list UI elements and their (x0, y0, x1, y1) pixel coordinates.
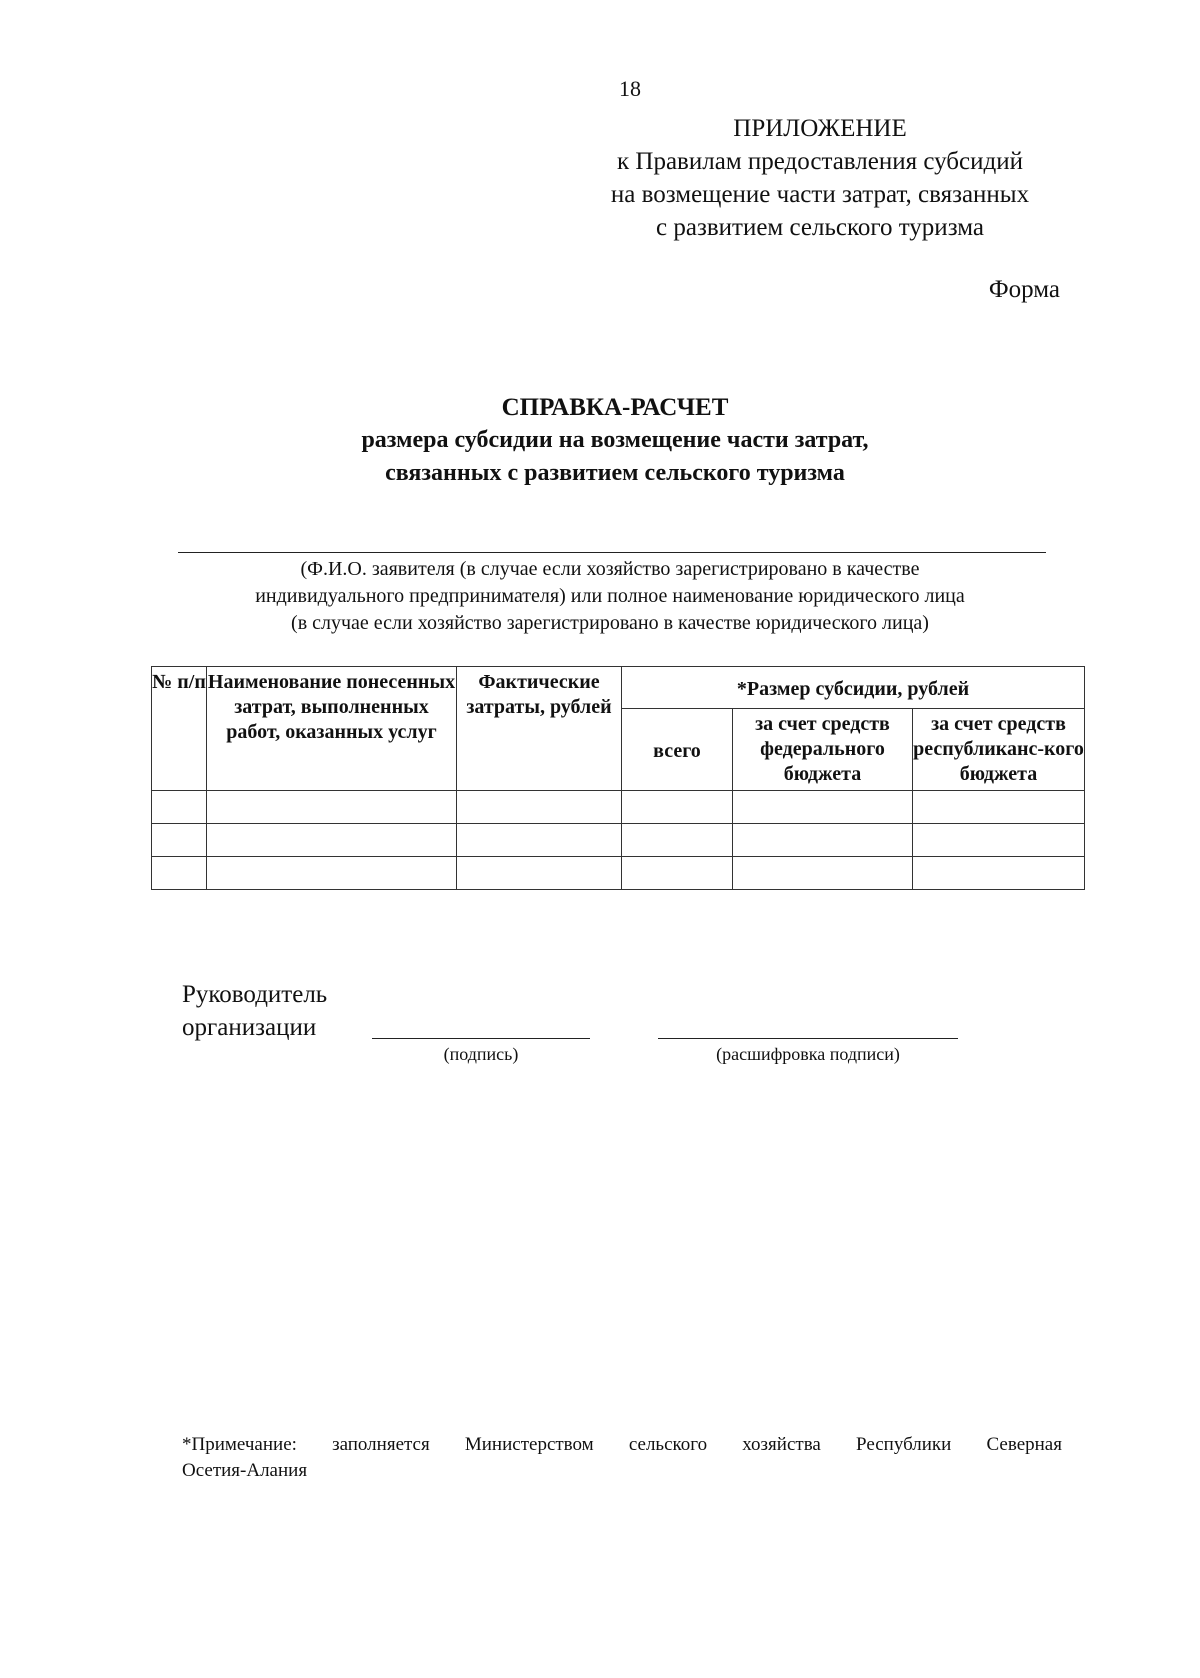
footnote-word: сельского (628, 1434, 708, 1455)
table-cell[interactable] (913, 824, 1085, 857)
table-cell[interactable] (913, 791, 1085, 824)
applicant-caption (160, 556, 1060, 637)
table-cell[interactable] (207, 857, 457, 890)
footnote-word: *Примечание: (182, 1434, 297, 1455)
table-body (152, 791, 1085, 890)
footnote-word: заполняется (332, 1434, 430, 1455)
appendix-line: на возмещение части затрат, связанных (610, 181, 1030, 208)
table-cell[interactable] (152, 824, 207, 857)
applicant-caption-line: (Ф.И.О. заявителя (в случае если хозяйство зарегистрировано в качестве (300, 558, 920, 580)
table-row (152, 791, 1085, 824)
document-title-line: размера субсидии на возмещение части затрат, (361, 427, 869, 453)
appendix-line: к Правилам предоставления субсидий (617, 148, 1023, 175)
table-cell[interactable] (913, 857, 1085, 890)
applicant-caption-line: (в случае если хозяйство зарегистрировано в качестве юридического лица) (291, 612, 929, 634)
table-cell[interactable] (457, 857, 622, 890)
signature-field[interactable] (372, 1038, 590, 1039)
column-header-expense-name: Наименование понесенных затрат, выполненных работ, оказанных услуг (207, 667, 457, 791)
table-cell[interactable] (152, 857, 207, 890)
table-cell[interactable] (733, 824, 913, 857)
table-cell[interactable] (733, 857, 913, 890)
applicant-caption-line: индивидуального предпринимателя) или полное наименование юридического лица (255, 585, 965, 607)
appendix-line: с развитием сельского туризма (656, 214, 984, 241)
signature-decode-caption: (расшифровка подписи) (716, 1044, 900, 1064)
signature-decode-field[interactable] (658, 1038, 958, 1039)
table-row (152, 824, 1085, 857)
table-cell[interactable] (622, 791, 733, 824)
footnote (182, 1432, 1062, 1484)
signatory-title-line: Руководитель (182, 981, 328, 1008)
table-cell[interactable] (207, 824, 457, 857)
footnote-word: Северная (986, 1434, 1062, 1455)
column-header-total: всего (622, 709, 733, 791)
column-header-subsidy-group: *Размер субсидии, рублей (622, 667, 1085, 709)
form-label: Форма (988, 276, 1060, 303)
appendix-title: ПРИЛОЖЕНИЕ (733, 115, 907, 142)
document-title-main: СПРАВКА-РАСЧЕТ (501, 394, 729, 421)
column-header-federal: за счет средств федерального бюджета (733, 709, 913, 791)
document-title (150, 392, 1080, 490)
applicant-name-field[interactable] (178, 552, 1046, 553)
calculation-table (151, 666, 1085, 890)
table-cell[interactable] (622, 857, 733, 890)
table-cell[interactable] (457, 824, 622, 857)
column-header-republic: за счет средств республиканс-кого бюджета (913, 709, 1085, 791)
document-title-line: связанных с развитием сельского туризма (385, 460, 845, 486)
appendix-header (560, 112, 1080, 244)
page-number: 18 (619, 76, 641, 101)
table-cell[interactable] (457, 791, 622, 824)
footnote-word: хозяйства (742, 1434, 821, 1455)
signature-caption: (подпись) (443, 1044, 519, 1064)
footnote-line: Осетия-Алания (182, 1460, 308, 1481)
table-cell[interactable] (622, 824, 733, 857)
signatory-title (182, 978, 327, 1044)
table-cell[interactable] (152, 791, 207, 824)
table-cell[interactable] (207, 791, 457, 824)
signatory-title-line: организации (182, 1014, 317, 1041)
footnote-word: Министерством (464, 1434, 594, 1455)
column-header-actual-costs: Фактические затраты, рублей (457, 667, 622, 791)
footnote-line (182, 1432, 1062, 1458)
table-cell[interactable] (733, 791, 913, 824)
column-header-number: № п/п (152, 667, 207, 791)
footnote-word: Республики (856, 1434, 952, 1455)
table-row (152, 857, 1085, 890)
